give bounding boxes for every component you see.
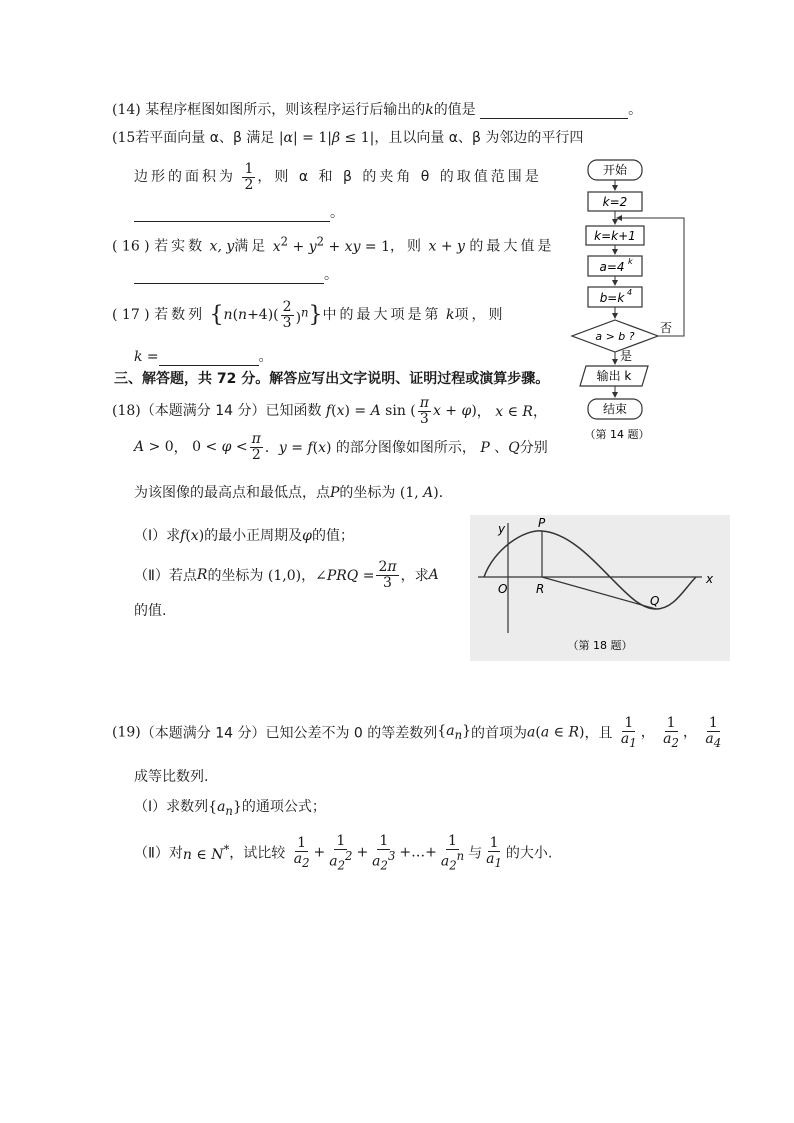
question-18-part1: （Ⅰ）求f(x)的最小正周期及φ的值；: [134, 528, 354, 544]
x-axis-label: x: [706, 572, 714, 586]
point-q-label: Q: [650, 594, 660, 608]
fraction-one-half: $\frac{1}{2}$: [244, 161, 254, 193]
origin-label: O: [498, 582, 508, 596]
point-r-label: R: [536, 582, 545, 596]
vector-condition: |α| = 1|β ≤ 1|: [278, 130, 375, 146]
answer-blank[interactable]: [134, 207, 330, 222]
question-number: (19): [112, 724, 141, 741]
question-17: ( 17 ) 若数列 {n(n+4)( $\frac{2}{3}$ )$^n$}中的最大项是第 k项，则: [112, 299, 506, 331]
answer-blank[interactable]: [134, 269, 324, 284]
question-16: ( 16 ) 若实数 x, y满足 $x^2 + y^2$ + xy = 1，则 x + y 的最大值是: [112, 234, 555, 255]
flow-step-label: k=k+1: [594, 229, 636, 243]
question-17-line2: k = 。: [134, 349, 273, 365]
question-19-part1: （Ⅰ）求数列$\{a_n\}$的通项公式；: [134, 799, 326, 818]
equation: $x^2 + y^2$ + xy = 1: [272, 234, 391, 255]
question-19-line1: (19)（本题满分 14 分）已知公差不为 0 的等差数列$\{a_n\}$的首项为a(a ∈ R)，且 $\frac{1}{a_1}$ ， $\frac{1}{a_2}$ ， $\frac{1}{a_4}$: [112, 715, 722, 750]
flow-output-label: 输出 k: [596, 369, 632, 383]
graph-figure-18: [470, 515, 730, 661]
question-19-line2: 成等比数列.: [134, 769, 209, 785]
flow-start-label: 开始: [602, 163, 628, 177]
vars-xy: x, y: [209, 238, 235, 255]
question-18-part2-end: 的值.: [134, 603, 167, 619]
question-text-2: 的值是: [433, 102, 476, 118]
flow-yes-label: 是: [620, 349, 633, 363]
flow-assign-a-label: a=4: [599, 260, 625, 274]
question-18-line1: (18)（本题满分 14 分）已知函数 f(x) = A sin ( $\frac{\pi}{3}$ x + φ)， x ∈ R，: [112, 395, 547, 427]
flow-caption: （第 14 题）: [584, 428, 650, 441]
question-number: (15: [112, 130, 136, 146]
flow-assign-a-sup: k: [628, 257, 633, 266]
question-19-part2: （Ⅱ）对n ∈ N*，试比较 $\frac{1}{a_2}$ + $\frac{1}{a_2^2}$ + $\frac{1}{a_2^3}$ +…+ $\frac{1}{a_2^n}$ 与 $\frac{1}{a_1}$ 的大小.: [134, 833, 553, 873]
question-number: ( 17 ): [112, 307, 150, 324]
point-p-label: P: [538, 516, 546, 530]
y-axis-label: y: [498, 522, 506, 536]
flowchart-figure: [562, 152, 702, 448]
graph-caption: （第 18 题）: [567, 639, 633, 652]
flow-no-label: 否: [660, 321, 673, 335]
question-14: (14) 某程序框图如图所示，则该程序运行后输出的k的值是 。: [112, 102, 643, 118]
question-number: (18): [112, 403, 141, 420]
question-15-line2: 边形的面积为 $\frac{1}{2}$ ，则 α 和 β 的夹角 θ 的取值范围是: [134, 161, 542, 193]
expr-x-plus-y: x + y: [428, 238, 465, 255]
sequence-expression: {: [209, 302, 224, 328]
flow-assign-b-sup: 4: [627, 288, 633, 297]
variable-k: k: [425, 102, 434, 118]
question-number: ( 16 ): [112, 238, 150, 255]
flow-decision-label: a > b ?: [595, 330, 635, 343]
flow-init-label: k=2: [602, 195, 628, 209]
question-16-line2: 。: [134, 264, 338, 284]
question-text: 某程序框图如图所示，则该程序运行后输出的: [145, 102, 426, 118]
question-number: (14): [112, 102, 141, 118]
answer-blank[interactable]: [480, 104, 628, 119]
question-18-line3: 为该图像的最高点和最低点，点P的坐标为 (1, A)．: [134, 485, 453, 501]
question-15-line1: (15若平面向量 α、β 满足 |α| = 1|β ≤ 1|，且以向量 α、β 为邻边的平行四: [112, 130, 584, 146]
section-title: 三、解答题，共 72 分。解答应写出文字说明、证明过程或演算步骤。: [114, 371, 550, 387]
flow-assign-b-label: b=k: [599, 291, 625, 305]
question-18-part2: （Ⅱ）若点R的坐标为 (1,0)，∠PRQ = $\frac{2\pi}{3}$ ，求A: [134, 559, 439, 591]
question-18-line2: A > 0， 0 < φ < $\frac{\pi}{2}$ ．y = f(x) 的部分图像如图所示， P 、Q分别: [134, 431, 548, 463]
answer-blank[interactable]: [159, 351, 259, 366]
question-15-line3: 。: [134, 202, 344, 222]
flow-end-label: 结束: [602, 402, 628, 416]
